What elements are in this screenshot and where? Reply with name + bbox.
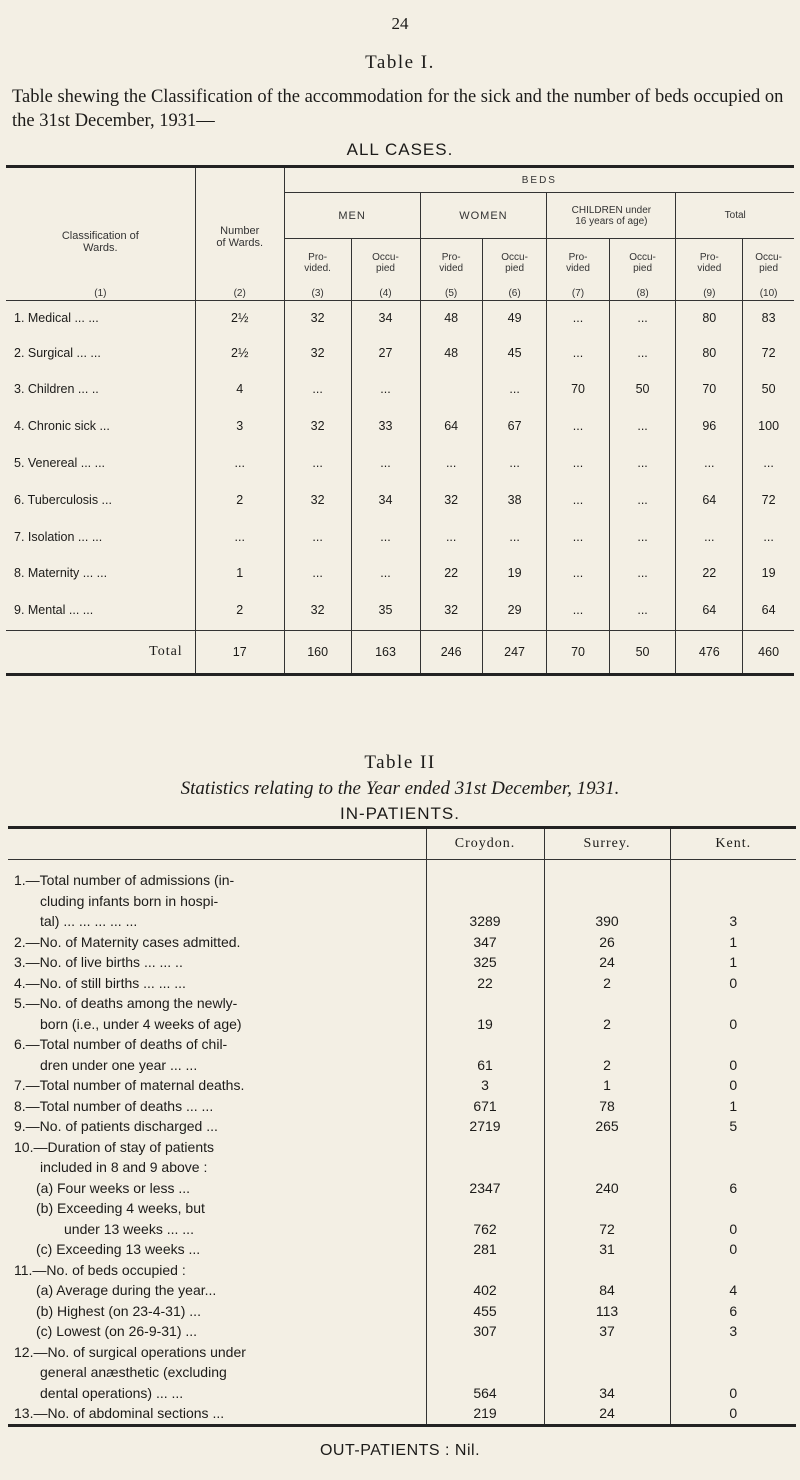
cell-wards: 2½: [195, 335, 284, 371]
table2: [8, 826, 796, 1427]
cell-wom_p: 32: [420, 481, 482, 519]
cell-kent: 6: [670, 1301, 796, 1322]
cell-men_o: ...: [351, 371, 420, 407]
table2-row: [8, 932, 796, 953]
row-label-line: (c) Lowest (on 26-9-31) ...: [36, 1323, 198, 1339]
cell-wom_o: 49: [482, 301, 547, 335]
row-label: 9. Mental ... ...: [14, 603, 94, 618]
header-children-occupied: Occu- pied: [629, 251, 656, 274]
header-classification: Classification of Wards.: [61, 230, 139, 255]
table2-row: [8, 1239, 796, 1260]
table2-row: [8, 973, 796, 994]
cell-wom_p: 48: [420, 301, 482, 335]
total-label: Total: [149, 644, 183, 659]
row-label: 2. Surgical ... ...: [14, 345, 101, 360]
col-num: (8): [609, 287, 676, 301]
cell-men_p: ...: [284, 371, 351, 407]
table1: [6, 165, 794, 676]
header-beds: BEDS: [284, 167, 794, 193]
row-label: [8, 1034, 426, 1075]
cell-tot_p: 80: [676, 301, 743, 335]
cell-men_p: 32: [284, 591, 351, 631]
row-label-line: (b) Exceeding 4 weeks, but: [36, 1200, 205, 1216]
cell-wards: ...: [195, 445, 284, 481]
cell-surrey: 31: [544, 1239, 670, 1260]
row-label-line: 12.—No. of surgical operations under: [14, 1343, 246, 1360]
cell-men_o: 35: [351, 591, 420, 631]
row-label-line: 1.—Total number of admissions (in-: [14, 872, 235, 888]
col-num: (7): [547, 287, 609, 301]
row-label: 8. Maternity ... ...: [14, 565, 108, 580]
row-label-line: 4.—No. of still births ... ... ...: [14, 974, 186, 991]
cell-kent: 0: [670, 1239, 796, 1260]
cell-ch_o: ...: [609, 481, 676, 519]
total-total-occupied: 460: [743, 631, 794, 675]
page-number: 24: [391, 14, 409, 33]
header-men: MEN: [284, 193, 420, 239]
cell-ch_o: ...: [609, 555, 676, 591]
table1-row: [6, 335, 794, 371]
cell-surrey: 390: [544, 860, 670, 932]
cell-croydon: 325: [426, 952, 544, 973]
row-label: [8, 1280, 426, 1301]
cell-wom_o: 38: [482, 481, 547, 519]
row-label: 5. Venereal ... ...: [14, 455, 106, 470]
cell-wom_o: 45: [482, 335, 547, 371]
row-label-line: under 13 weeks ... ...: [64, 1220, 194, 1237]
cell-tot_o: ...: [743, 445, 794, 481]
row-label: [8, 932, 426, 953]
row-label: [8, 1116, 426, 1137]
cell-surrey: 78: [544, 1096, 670, 1117]
cell-tot_p: 70: [676, 371, 743, 407]
table2-row: [8, 860, 796, 932]
table2-row: [8, 1075, 796, 1096]
cell-kent: 5: [670, 1116, 796, 1137]
cell-croydon: 2719: [426, 1116, 544, 1137]
cell-surrey: 1: [544, 1075, 670, 1096]
cell-kent: 1: [670, 932, 796, 953]
cell-tot_p: ...: [676, 445, 743, 481]
row-label-line: born (i.e., under 4 weeks of age): [40, 1015, 242, 1032]
cell-ch_p: ...: [547, 335, 609, 371]
cell-tot_o: 50: [743, 371, 794, 407]
table1-row: [6, 407, 794, 445]
cell-surrey: 84: [544, 1280, 670, 1301]
cell-surrey: 26: [544, 932, 670, 953]
table1-row: [6, 555, 794, 591]
cell-wards: 2: [195, 481, 284, 519]
header-women-occupied: Occu- pied: [501, 251, 528, 274]
row-label-line: dental operations) ... ...: [40, 1384, 184, 1401]
cell-tot_p: ...: [676, 519, 743, 555]
row-label: [8, 1403, 426, 1425]
total-men-provided: 160: [284, 631, 351, 675]
cell-wom_p: 32: [420, 591, 482, 631]
cell-ch_o: ...: [609, 519, 676, 555]
cell-wom_p: 48: [420, 335, 482, 371]
row-label: 1. Medical ... ...: [14, 310, 99, 325]
row-label-line: tal) ... ... ... ... ...: [40, 913, 138, 929]
row-label-line: 2.—No. of Maternity cases admitted.: [14, 933, 241, 950]
cell-men_p: 32: [284, 481, 351, 519]
cell-wom_o: 67: [482, 407, 547, 445]
cell-kent: 4: [670, 1280, 796, 1301]
row-label-line: 7.—Total number of maternal deaths.: [14, 1077, 245, 1093]
cell-ch_o: ...: [609, 335, 676, 371]
table2-row: [8, 1198, 796, 1239]
cell-surrey: 2: [544, 973, 670, 994]
header-children-provided: Pro- vided: [566, 251, 590, 274]
row-label-line: (a) Average during the year...: [36, 1282, 217, 1298]
cell-men_p: 32: [284, 407, 351, 445]
cell-kent: 3: [670, 1321, 796, 1342]
table2-row: [8, 952, 796, 973]
cell-croydon: 22: [426, 973, 544, 994]
cell-wards: 1: [195, 555, 284, 591]
cell-wards: 2: [195, 591, 284, 631]
col-num: (9): [676, 287, 743, 301]
cell-men_o: 33: [351, 407, 420, 445]
table1-row: [6, 519, 794, 555]
row-label-line: 10.—Duration of stay of patients: [14, 1138, 214, 1155]
cell-tot_p: 64: [676, 591, 743, 631]
cell-men_p: 32: [284, 335, 351, 371]
total-men-occupied: 163: [351, 631, 420, 675]
table2-row: [8, 993, 796, 1034]
cell-surrey: 37: [544, 1321, 670, 1342]
table2-title: Table II: [364, 752, 436, 773]
cell-ch_p: ...: [547, 591, 609, 631]
cell-ch_o: ...: [609, 591, 676, 631]
column-kent: Kent.: [670, 828, 796, 860]
row-label: [8, 1239, 426, 1260]
cell-croydon: 455: [426, 1301, 544, 1322]
row-label-line: (b) Highest (on 23-4-31) ...: [36, 1302, 201, 1319]
col-num: (3): [284, 287, 351, 301]
row-label: [8, 1342, 426, 1404]
cell-wom_o: ...: [482, 445, 547, 481]
cell-ch_o: 50: [609, 371, 676, 407]
row-label-line: 5.—No. of deaths among the newly-: [14, 995, 238, 1011]
cell-men_p: 32: [284, 301, 351, 335]
row-label-line: (a) Four weeks or less ...: [36, 1179, 191, 1196]
cell-tot_o: 100: [743, 407, 794, 445]
cell-surrey: 2: [544, 993, 670, 1034]
cell-surrey: 72: [544, 1198, 670, 1239]
cell-croydon: 3: [426, 1075, 544, 1096]
col-num: (6): [482, 287, 547, 301]
col-num: (4): [351, 287, 420, 301]
row-label: [8, 860, 426, 932]
table1-intro: Table shewing the Classification of the accommodation for the sick and the number of beds occupied on the 31st December, 1931—: [12, 87, 784, 131]
cell-surrey: 24: [544, 1403, 670, 1425]
row-label: [8, 1198, 426, 1239]
cell-wards: 4: [195, 371, 284, 407]
row-label: [8, 952, 426, 973]
row-label: 6. Tuberculosis ...: [14, 492, 112, 507]
cell-ch_p: 70: [547, 371, 609, 407]
cell-men_o: 34: [351, 301, 420, 335]
row-label: 4. Chronic sick ...: [14, 418, 110, 433]
cell-wom_o: 19: [482, 555, 547, 591]
table2-row: [8, 1178, 796, 1199]
cell-kent: 0: [670, 1075, 796, 1096]
cell-ch_p: ...: [547, 481, 609, 519]
cell-surrey: 113: [544, 1301, 670, 1322]
row-label: [8, 1075, 426, 1096]
total-women-occupied: 247: [482, 631, 547, 675]
cell-men_p: ...: [284, 555, 351, 591]
cell-tot_o: 64: [743, 591, 794, 631]
cell-kent: 0: [670, 993, 796, 1034]
header-number-of-wards: Number of Wards.: [216, 225, 264, 250]
row-label-line: dren under one year ... ...: [40, 1056, 198, 1073]
cell-men_o: ...: [351, 445, 420, 481]
cell-wards: 3: [195, 407, 284, 445]
cell-kent: [670, 1260, 796, 1281]
row-label-line: included in 8 and 9 above :: [40, 1159, 208, 1175]
table2-row: [8, 1342, 796, 1404]
total-total-provided: 476: [676, 631, 743, 675]
cell-men_p: ...: [284, 445, 351, 481]
cell-surrey: [544, 1137, 670, 1178]
cell-croydon: 3289: [426, 860, 544, 932]
table1-row: [6, 445, 794, 481]
table1-row: [6, 481, 794, 519]
header-men-occupied: Occu- pied: [372, 251, 399, 274]
column-croydon: Croydon.: [426, 828, 544, 860]
total-children-provided: 70: [547, 631, 609, 675]
col-num: (2): [195, 287, 284, 301]
row-label-line: 6.—Total number of deaths of chil-: [14, 1036, 228, 1052]
cell-wom_o: 29: [482, 591, 547, 631]
header-total-occupied: Occu- pied: [755, 251, 782, 274]
cell-men_o: 34: [351, 481, 420, 519]
table2-row: [8, 1096, 796, 1117]
cell-ch_p: ...: [547, 407, 609, 445]
cell-tot_p: 96: [676, 407, 743, 445]
table1-row: [6, 371, 794, 407]
total-wards: 17: [195, 631, 284, 675]
table1-row: [6, 301, 794, 335]
table2-row: [8, 1280, 796, 1301]
row-label: 3. Children ... ..: [14, 381, 99, 396]
header-total-provided: Pro- vided: [697, 251, 722, 274]
cell-croydon: 402: [426, 1280, 544, 1301]
column-surrey: Surrey.: [544, 828, 670, 860]
cell-kent: 0: [670, 1034, 796, 1075]
row-label-line: (c) Exceeding 13 weeks ...: [36, 1241, 201, 1257]
cell-croydon: 564: [426, 1342, 544, 1404]
cell-wards: ...: [195, 519, 284, 555]
cell-wom_o: ...: [482, 371, 547, 407]
row-label-line: 9.—No. of patients discharged ...: [14, 1118, 218, 1134]
cell-croydon: 2347: [426, 1178, 544, 1199]
cell-wom_p: [420, 371, 482, 407]
table2-section: IN-PATIENTS.: [340, 804, 460, 823]
cell-tot_o: 83: [743, 301, 794, 335]
header-men-provided: Pro- vided.: [304, 251, 331, 274]
col-num: (1): [94, 287, 107, 299]
cell-croydon: 762: [426, 1198, 544, 1239]
cell-tot_p: 22: [676, 555, 743, 591]
cell-kent: 1: [670, 952, 796, 973]
total-children-occupied: 50: [609, 631, 676, 675]
cell-croydon: 347: [426, 932, 544, 953]
cell-croydon: 281: [426, 1239, 544, 1260]
row-label: [8, 1137, 426, 1178]
table2-subtitle: Statistics relating to the Year ended 31st December, 1931.: [180, 778, 620, 799]
row-label: [8, 973, 426, 994]
table1-title: Table I.: [365, 52, 435, 73]
cell-kent: 1: [670, 1096, 796, 1117]
header-total: Total: [676, 193, 794, 239]
cell-wom_p: ...: [420, 519, 482, 555]
cell-men_o: ...: [351, 519, 420, 555]
row-label-line: 3.—No. of live births ... ... ..: [14, 954, 183, 970]
cell-wom_p: ...: [420, 445, 482, 481]
cell-ch_p: ...: [547, 301, 609, 335]
cell-kent: 3: [670, 860, 796, 932]
row-label: [8, 1178, 426, 1199]
cell-croydon: 61: [426, 1034, 544, 1075]
row-label: [8, 1096, 426, 1117]
cell-surrey: 34: [544, 1342, 670, 1404]
header-children: CHILDREN under 16 years of age): [547, 193, 676, 239]
row-label-line: 11.—No. of beds occupied :: [14, 1261, 186, 1278]
cell-surrey: 265: [544, 1116, 670, 1137]
row-label-line: 8.—Total number of deaths ... ...: [14, 1097, 214, 1114]
cell-croydon: [426, 1137, 544, 1178]
row-label: [8, 1301, 426, 1322]
cell-men_o: ...: [351, 555, 420, 591]
cell-croydon: 307: [426, 1321, 544, 1342]
cell-kent: 0: [670, 1342, 796, 1404]
cell-surrey: 240: [544, 1178, 670, 1199]
table2-row: [8, 1034, 796, 1075]
cell-kent: 0: [670, 1198, 796, 1239]
cell-ch_o: ...: [609, 407, 676, 445]
row-label-line: cluding infants born in hospi-: [40, 892, 219, 909]
cell-wom_p: 22: [420, 555, 482, 591]
cell-ch_p: ...: [547, 555, 609, 591]
table1-subtitle: ALL CASES.: [346, 140, 454, 159]
table2-row: [8, 1260, 796, 1281]
cell-wom_p: 64: [420, 407, 482, 445]
table2-row: [8, 1301, 796, 1322]
header-women-provided: Pro- vided: [439, 251, 464, 274]
cell-surrey: [544, 1260, 670, 1281]
cell-kent: 6: [670, 1178, 796, 1199]
cell-ch_p: ...: [547, 445, 609, 481]
row-label-line: general anæsthetic (excluding: [40, 1364, 227, 1380]
table2-row: [8, 1116, 796, 1137]
cell-croydon: [426, 1260, 544, 1281]
row-label-line: 13.—No. of abdominal sections ...: [14, 1405, 225, 1421]
cell-surrey: 2: [544, 1034, 670, 1075]
cell-tot_o: 72: [743, 481, 794, 519]
row-label: [8, 1321, 426, 1342]
cell-tot_o: 72: [743, 335, 794, 371]
cell-kent: [670, 1137, 796, 1178]
cell-tot_o: ...: [743, 519, 794, 555]
total-women-provided: 246: [420, 631, 482, 675]
table2-row: [8, 1321, 796, 1342]
cell-croydon: 219: [426, 1403, 544, 1425]
cell-tot_p: 80: [676, 335, 743, 371]
cell-men_o: 27: [351, 335, 420, 371]
header-women: WOMEN: [420, 193, 547, 239]
cell-wom_o: ...: [482, 519, 547, 555]
cell-surrey: 24: [544, 952, 670, 973]
cell-ch_p: ...: [547, 519, 609, 555]
cell-croydon: 671: [426, 1096, 544, 1117]
cell-tot_o: 19: [743, 555, 794, 591]
out-patients-note: OUT-PATIENTS : Nil.: [319, 1442, 481, 1459]
row-label: [8, 1260, 426, 1281]
col-num: (5): [420, 287, 482, 301]
row-label: 7. Isolation ... ...: [14, 529, 103, 544]
cell-ch_o: ...: [609, 301, 676, 335]
col-num: (10): [743, 287, 794, 301]
table1-row: [6, 591, 794, 631]
table2-row: [8, 1403, 796, 1425]
cell-kent: 0: [670, 1403, 796, 1425]
cell-men_p: ...: [284, 519, 351, 555]
cell-tot_p: 64: [676, 481, 743, 519]
cell-kent: 0: [670, 973, 796, 994]
table2-row: [8, 1137, 796, 1178]
cell-ch_o: ...: [609, 445, 676, 481]
row-label: [8, 993, 426, 1034]
cell-wards: 2½: [195, 301, 284, 335]
cell-croydon: 19: [426, 993, 544, 1034]
